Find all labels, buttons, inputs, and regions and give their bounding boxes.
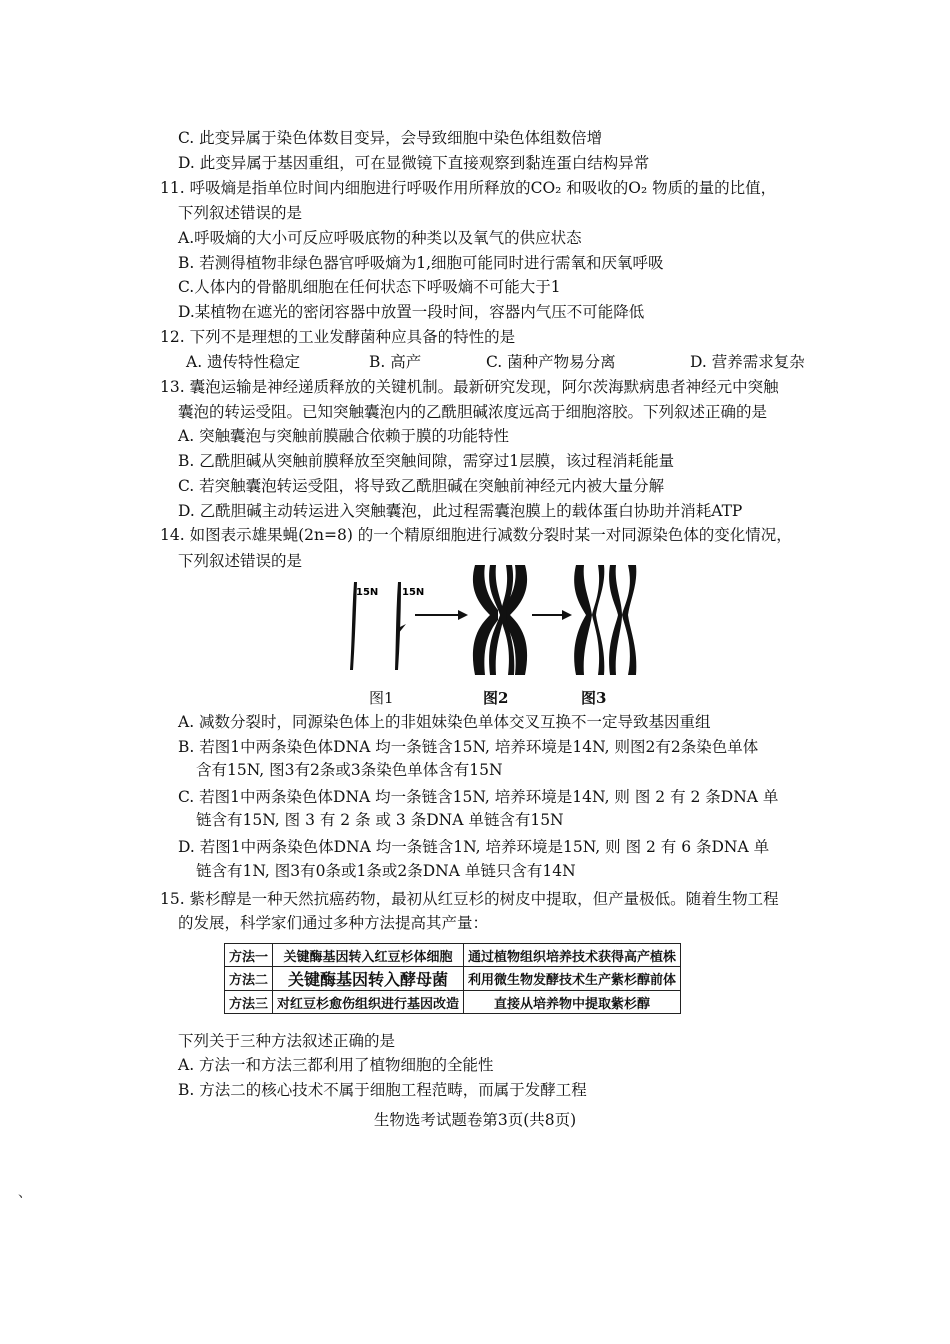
figure-2-chromosomes — [473, 565, 527, 675]
q13-stem: 13. 囊泡运输是神经递质释放的关键机制。最新研究发现，阿尔茨海默病患者神经元中突触 — [160, 378, 779, 396]
page-footer: 生物选考试题卷第3页(共8页) — [373, 1111, 577, 1129]
q15-option-a: A. 方法一和方法三都利用了植物细胞的全能性 — [178, 1056, 494, 1074]
q13-option-c: C. 若突触囊泡转运受阻，将导致乙酰胆碱在突触前神经元内被大量分解 — [178, 477, 665, 495]
q12-option-c: C. 菌种产物易分离 — [486, 353, 616, 371]
table-row — [225, 944, 681, 967]
q11-stem: 11. 呼吸熵是指单位时间内细胞进行呼吸作用所释放的CO₂ 和吸收的O₂ 物质的量的比值， — [160, 179, 777, 197]
q15-question: 下列关于三种方法叙述正确的是 — [178, 1032, 396, 1050]
fig-15n-label-left: 15N — [356, 587, 379, 598]
method-name: 方法三 — [225, 991, 273, 1014]
q11-option-b: B. 若测得植物非绿色器官呼吸熵为1,细胞可能同时进行需氧和厌氧呼吸 — [178, 254, 664, 272]
q11-option-a: A.呼吸熵的大小可反应呼吸底物的种类以及氧气的供应状态 — [178, 229, 582, 247]
figure-3-caption: 图3 — [581, 689, 607, 707]
method-approach: 关键酶基因转入红豆杉体细胞 — [273, 944, 464, 967]
q13-stem-cont: 囊泡的转运受阻。已知突触囊泡内的乙酰胆碱浓度远高于细胞溶胶。下列叙述正确的是 — [178, 403, 768, 421]
q14-stem-cont: 下列叙述错误的是 — [178, 552, 303, 570]
q12-option-d: D. 营养需求复杂 — [690, 353, 805, 371]
chromosome-1b — [395, 582, 401, 670]
q14-option-d: D. 若图1中两条染色体DNA 均一条链含1N, 培养环境是15N, 则 图 2 有 6 条DNA 单 — [178, 838, 770, 856]
q14-option-a: A. 减数分裂时，同源染色体上的非姐妹染色单体交叉互换不一定导致基因重组 — [178, 713, 711, 731]
fig-15n-label-right: 15N — [402, 587, 425, 598]
figure-3-chromosomes — [574, 565, 636, 675]
arrow-2-head — [562, 610, 572, 620]
method-name: 方法二 — [225, 967, 273, 991]
method-result: 利用微生物发酵技术生产紫杉醇前体 — [464, 967, 681, 991]
q14-option-b: B. 若图1中两条染色体DNA 均一条链含15N, 培养环境是14N, 则图2有2条染色单体 — [178, 738, 759, 756]
method-approach: 对红豆杉愈伤组织进行基因改造 — [273, 991, 464, 1014]
arrow-1-head — [458, 610, 468, 620]
q13-option-b: B. 乙酰胆碱从突触前膜释放至突触间隙，需穿过1层膜，该过程消耗能量 — [178, 452, 675, 470]
methods-table — [224, 943, 681, 1014]
figure-1-caption: 图1 — [369, 689, 394, 707]
q12-option-b: B. 高产 — [369, 353, 422, 371]
method-approach: 关键酶基因转入酵母菌 — [273, 967, 464, 991]
corner-mark: 、 — [18, 1185, 32, 1201]
chromosome-figure — [340, 560, 640, 680]
q12-option-a: A. 遗传特性稳定 — [186, 353, 301, 371]
q14-option-c: C. 若图1中两条染色体DNA 均一条链含15N, 培养环境是14N, 则 图 2 有 2 条DNA 单 — [178, 788, 779, 806]
q14-option-d-cont: 链含有1N, 图3有0条或1条或2条DNA 单链只含有14N — [196, 862, 576, 880]
table-row — [225, 991, 681, 1014]
table-row — [225, 967, 681, 991]
q11-stem-cont: 下列叙述错误的是 — [178, 204, 303, 222]
q11-option-d: D.某植物在遮光的密闭容器中放置一段时间，容器内气压不可能降低 — [178, 303, 645, 321]
q15-stem-cont: 的发展，科学家们通过多种方法提高其产量： — [178, 914, 489, 932]
method-result: 通过植物组织培养技术获得高产植株 — [464, 944, 681, 967]
q11-option-c: C.人体内的骨骼肌细胞在任何状态下呼吸熵不可能大于1 — [178, 278, 561, 296]
q14-stem: 14. 如图表示雄果蝇(2n=8) 的一个精原细胞进行减数分裂时某一对同源染色体的变化情况， — [160, 526, 792, 544]
q15-stem: 15. 紫杉醇是一种天然抗癌药物，最初从红豆杉的树皮中提取，但产量极低。随着生物工程 — [160, 890, 779, 908]
q10-option-d: D. 此变异属于基因重组，可在显微镜下直接观察到黏连蛋白结构异常 — [178, 154, 650, 172]
q13-option-d: D. 乙酰胆碱主动转运进入突触囊泡，此过程需囊泡膜上的载体蛋白协助并消耗ATP — [178, 502, 743, 520]
q10-option-c: C. 此变异属于染色体数目变异，会导致细胞中染色体组数倍增 — [178, 129, 603, 147]
q12-stem: 12. 下列不是理想的工业发酵菌种应具备的特性的是 — [160, 328, 516, 346]
q14-option-b-cont: 含有15N, 图3有2条或3条染色单体含有15N — [196, 761, 503, 779]
method-result: 直接从培养物中提取紫杉醇 — [464, 991, 681, 1014]
q14-option-c-cont: 链含有15N, 图 3 有 2 条 或 3 条DNA 单链含有15N — [196, 811, 564, 829]
q15-option-b: B. 方法二的核心技术不属于细胞工程范畴，而属于发酵工程 — [178, 1081, 587, 1099]
figure-2-caption: 图2 — [483, 689, 509, 707]
q13-option-a: A. 突触囊泡与突触前膜融合依赖于膜的功能特性 — [178, 427, 510, 445]
method-name: 方法一 — [225, 944, 273, 967]
